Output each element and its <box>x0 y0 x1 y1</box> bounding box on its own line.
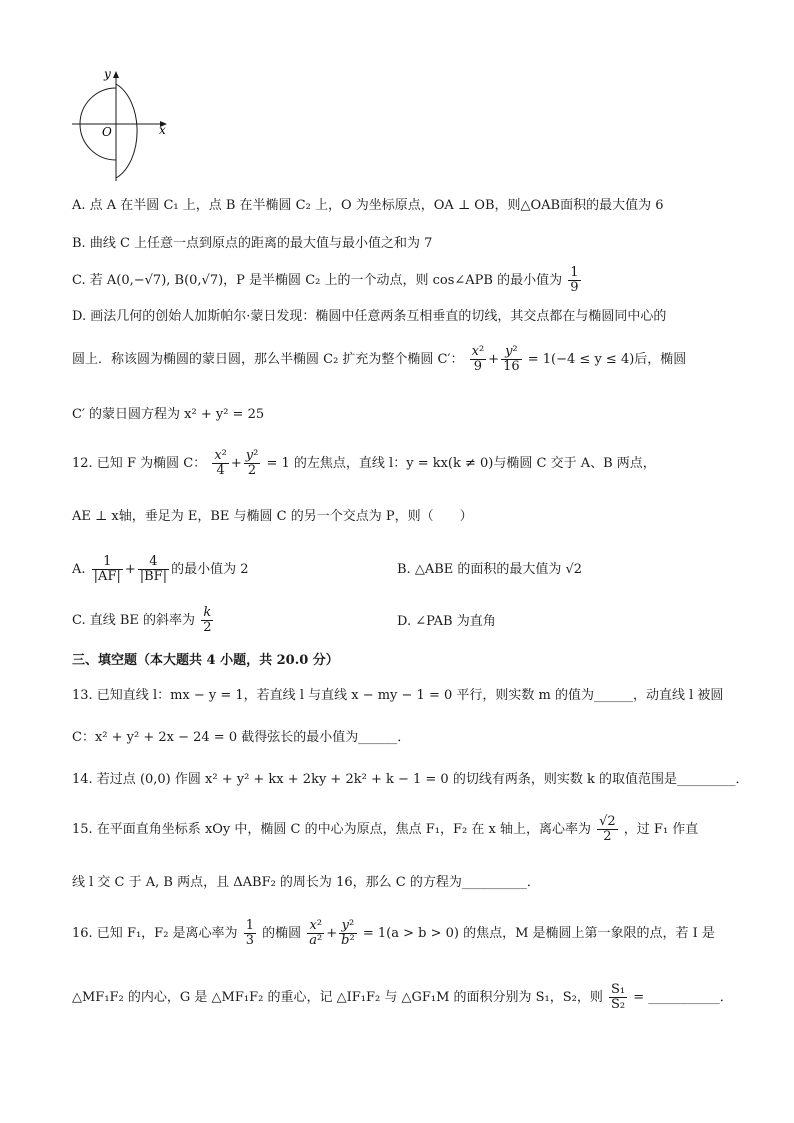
fraction-1-af: $\frac{1}{|AF|}$ <box>93 554 121 584</box>
fraction-x2-a2: $\frac{\text{x²}}{\text{a²}}$ <box>309 918 323 948</box>
y-axis-label: y <box>104 67 111 81</box>
q11-option-a: A. 点 A 在半圆 C₁ 上，点 B 在半椭圆 C₂ 上，O 为坐标原点，OA ⊥ OB，则△OAB面积的最大值为 6 <box>72 198 664 213</box>
fraction-4-bf: $\frac{4}{|BF|}$ <box>139 554 168 584</box>
q14-line1: 14. 若过点 (0,0) 作圆 x² + y² + kx + 2ky + 2k² + k − 1 = 0 的切线有两条，则实数 k 的取值范围是_________． <box>72 772 749 787</box>
q13-line2: C：x² + y² + 2x − 24 = 0 截得弦长的最小值为______． <box>72 730 411 745</box>
q12-option-d: D. ∠PAB 为直角 <box>397 614 496 629</box>
ellipse-figure <box>68 66 178 186</box>
q13-line1: 13. 已知直线 l：mx − y = 1，若直线 l 与直线 x − my − 1 = 0 平行，则实数 m 的值为______，动直线 l 被圆 <box>72 688 724 703</box>
q12-option-c: C. 直线 BE 的斜率为 $\frac{k}{2}$ <box>72 605 212 635</box>
q11-option-d-line2: 圆上．称该圆为椭圆的蒙日圆，那么半椭圆 C₂ 扩充为整个椭圆 C′： $\frac{\text{x²}}{9}$ + $\frac{\text{y²}}{16}$ = 1(−4 ≤ y ≤ 4)后，椭圆 <box>72 344 687 374</box>
q12-option-a: A. $\frac{1}{|AF|}$ + $\frac{4}{|BF|}$ 的最小值为 2 <box>72 554 249 584</box>
fraction-y2-16: $\frac{\text{y²}}{16}$ <box>503 344 520 374</box>
section-heading: 三、填空题（本大题共 4 小题，共 20.0 分） <box>72 653 339 668</box>
fraction: $\frac{1}{9}$ <box>570 265 579 295</box>
half-ellipse-c2 <box>116 84 137 178</box>
q16-line1: 16. 已知 F₁，F₂ 是离心率为 $\frac{1}{3}$ 的椭圆 $\frac{\text{x²}}{\text{a²}}$ + $\frac{\text{y²}}{\text{b²}}$ = 1(a > b > 0) 的焦点，M 是椭圆上第一象限的点，若 I 是 <box>72 918 715 948</box>
fraction-sqrt2-2: $\frac{√2}{2}$ <box>599 814 616 844</box>
q11-option-d-line3: C′ 的蒙日圆方程为 x² + y² = 25 <box>72 407 265 422</box>
q11-option-d-line1: D. 画法几何的创始人加斯帕尔·蒙日发现：椭圆中任意两条互相垂直的切线，其交点都在与椭圆同中心的 <box>72 309 667 324</box>
q16-line2: △MF₁F₂ 的内心，G 是 △MF₁F₂ 的重心，记 △IF₁F₂ 与 △GF₁M 的面积分别为 S₁，S₂，则 $\frac{\text{S₁}}{\text{S₂}}$ = ___________． <box>72 982 733 1012</box>
fraction-x2-9: $\frac{\text{x²}}{9}$ <box>471 344 485 374</box>
fraction-k-2: $\frac{k}{2}$ <box>203 605 212 635</box>
origin-label: O <box>102 125 112 139</box>
q15-line2: 线 l 交 C 于 A, B 两点，且 ΔABF₂ 的周长为 16，那么 C 的方程为__________． <box>72 875 540 890</box>
fraction-x2-4: $\frac{\text{x²}}{4}$ <box>214 448 227 478</box>
fraction-y2-2: $\frac{\text{y²}}{2}$ <box>245 448 259 478</box>
q11-option-b: B. 曲线 C 上任意一点到原点的距离的最大值与最小值之和为 7 <box>72 236 433 251</box>
y-axis-arrow <box>113 71 119 78</box>
q12-stem-line2: AE ⊥ x轴，垂足为 E，BE 与椭圆 C 的另一个交点为 P，则（ ） <box>72 509 473 524</box>
x-axis-label: x <box>159 123 166 137</box>
q15-line1: 15. 在平面直角坐标系 xOy 中，椭圆 C 的中心为原点，焦点 F₁，F₂ 在 x 轴上，离心率为 $\frac{√2}{2}$ ，过 F₁ 作直 <box>72 814 699 844</box>
q11-option-c: C. 若 A(0,−√7), B(0,√7)，P 是半椭圆 C₂ 上的一个动点，则 cos∠APB 的最小值为 $\frac{1}{9}$ <box>72 265 579 295</box>
fraction-y2-b2: $\frac{\text{y²}}{\text{b²}}$ <box>341 918 355 948</box>
q12-option-b: B. △ABE 的面积的最大值为 √2 <box>397 562 583 577</box>
fraction-s1-s2: $\frac{\text{S₁}}{\text{S₂}}$ <box>611 982 626 1012</box>
q12-stem-line1: 12. 已知 F 为椭圆 C： $\frac{\text{x²}}{4}$ + $\frac{\text{y²}}{2}$ = 1 的左焦点，直线 l：y = kx(k ≠ 0)与椭圆 C 交于 A、B 两点， <box>72 448 656 478</box>
fraction-1-3: $\frac{1}{3}$ <box>245 918 254 948</box>
